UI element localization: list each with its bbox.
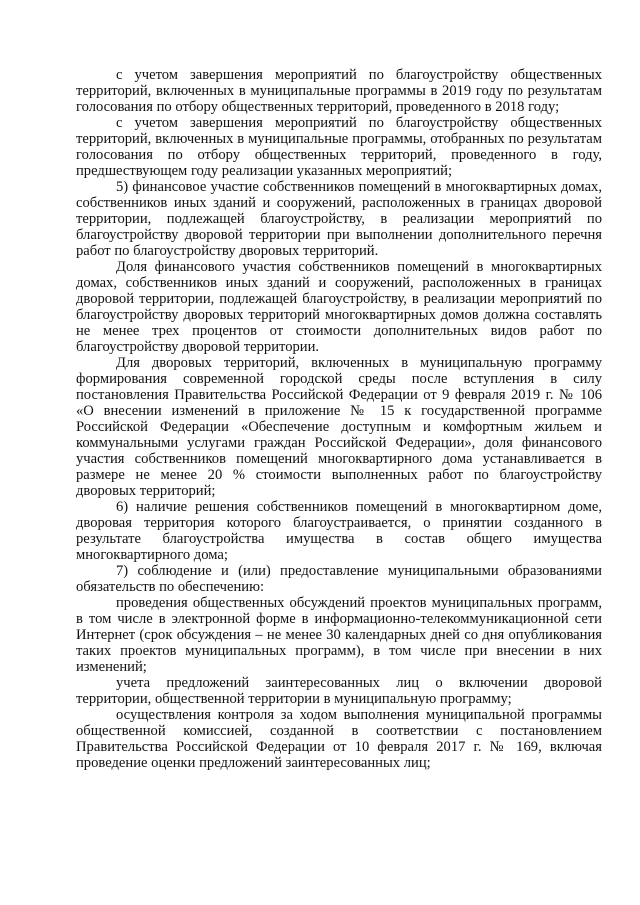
- paragraph-item-6-owners-decision: 6) наличие решения собственников помещений в многоквартирном доме, дворовая территория которого благоустраивается, о принятии созданного в результате благоустройства имущества в состав общего имущества многоквартирного дома;: [76, 499, 602, 563]
- paragraph-yard-territories-20-percent: Для дворовых территорий, включенных в муниципальную программу формирования современной городской среды после вступления в силу постановления Правительства Российской Федерации от 9 февраля 2019 г. № 106 «О внесении изменений в приложение № 15 к государственной программе Российской Федерации «Обеспечение доступным и комфортным жильем и коммунальными услугами граждан Российской Федерации», доля финансового участия собственников помещений многоквартирного дома устанавливается в размере не менее 20 % стоимости выполненных работ по благоустройству дворовых территорий;: [76, 355, 602, 499]
- paragraph-item-7-obligations: 7) соблюдение и (или) предоставление муниципальными образованиями обязательств по обеспечению:: [76, 563, 602, 595]
- paragraph-share-of-participation: Доля финансового участия собственников помещений в многоквартирных домах, собственников иных зданий и сооружений, расположенных в границах дворовой территории, подлежащей благоустройству, в реализации мероприятий по благоустройству дворовых территорий многоквартирных домов должна составлять не менее трех процентов от стоимости дополнительных видов работ по благоустройству дворовой территории.: [76, 259, 602, 355]
- document-body: [76, 67, 602, 771]
- paragraph-public-territories-2019: с учетом завершения мероприятий по благоустройству общественных территорий, включенных в муниципальные программы в 2019 году по результатам голосования по отбору общественных территорий, проведенного в 2018 году;: [76, 67, 602, 115]
- paragraph-public-territories-previous-year: с учетом завершения мероприятий по благоустройству общественных территорий, включенных в муниципальные программы, отобранных по результатам голосования по отбору общественных территорий, проведенного в году, предшествующем году реализации указанных мероприятий;: [76, 115, 602, 179]
- paragraph-public-discussions: проведения общественных обсуждений проектов муниципальных программ, в том числе в электронной форме в информационно-телекоммуникационной сети Интернет (срок обсуждения – не менее 30 календарных дней со дня опубликования таких проектов муниципальных программ), в том числе при внесении в них изменений;: [76, 595, 602, 675]
- paragraph-item-5-financial-participation: 5) финансовое участие собственников помещений в многоквартирных домах, собственников иных зданий и сооружений, расположенных в границах дворовой территории, подлежащей благоустройству, в реализации мероприятий по благоустройству дворовой территории при выполнении дополнительного перечня работ по благоустройству дворовых территорий.: [76, 179, 602, 259]
- paragraph-commission-control: осуществления контроля за ходом выполнения муниципальной программы общественной комиссией, созданной в соответствии с постановлением Правительства Российской Федерации от 10 февраля 2017 г. № 169, включая проведение оценки предложений заинтересованных лиц;: [76, 707, 602, 771]
- paragraph-proposals-accounting: учета предложений заинтересованных лиц о включении дворовой территории, общественной территории в муниципальную программу;: [76, 675, 602, 707]
